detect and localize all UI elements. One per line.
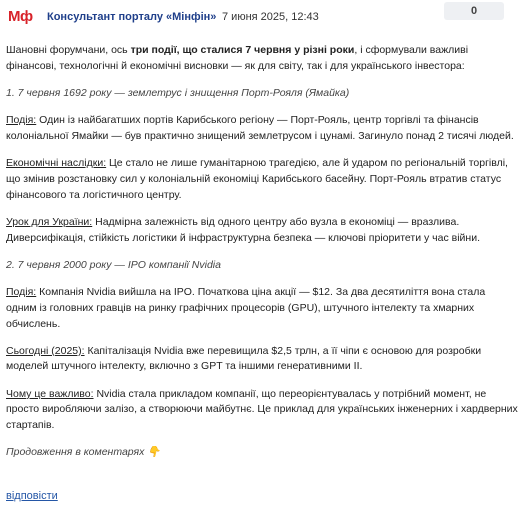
event1-p3-text: Надмірна залежність від одного центру або вузла в економіці — вразлива. Диверсифікація, стійкість логістики й інфраструктурна безпека — ключові пріоритети у час війни. (6, 215, 480, 244)
post-body (6, 43, 518, 473)
reply-link[interactable]: відповісти (6, 490, 58, 502)
event2-paragraph-2 (6, 344, 518, 375)
intro-paragraph (6, 43, 518, 74)
event2-p1-text: Компанія Nvidia вийшла на IPO. Початкова ціна акції — $12. За два десятиліття вона стала одним із головних гравців на ринку графічних процесорів (GPU), штучного інтелекту та хмарних обчислень. (6, 286, 486, 330)
event1-paragraph-2 (6, 156, 518, 203)
event2-p1-label: Подія: (6, 286, 37, 299)
intro-text-1: Шановні форумчани, ось (6, 44, 131, 56)
event2-paragraph-1 (6, 285, 518, 332)
event2-p3-label: Чому це важливо: (6, 387, 94, 400)
event1-p3-label: Урок для України: (6, 215, 93, 228)
intro-bold: три події, що сталися 7 червня у різні роки (130, 44, 355, 56)
minfin-logo[interactable]: Мф (8, 8, 33, 25)
author-name[interactable]: Консультант порталу «Мінфін» (47, 11, 217, 23)
event1-paragraph-3 (6, 215, 518, 246)
event1-heading: 1. 7 червня 1692 року — землетрус і знищення Порт-Рояля (Ямайка) (6, 86, 350, 99)
event2-paragraph-3 (6, 387, 518, 434)
intro-text-2: , і сформували важливі фінансові, технологічні й економічні висновки — як для світу, так і для українського інвестора: (6, 44, 469, 72)
event2-p2-text: Капіталізація Nvidia вже перевищила $2,5 трлн, а її чіпи є основою для розробки моделей штучного інтелекту, включно з GPT та іншими генеративними ІІ. (6, 344, 482, 373)
vote-counter[interactable]: 0 (444, 2, 504, 20)
event2-heading: 2. 7 червня 2000 року — IPO компанії Nvidia (6, 258, 221, 271)
continuation-note: Продовження в коментарях 👇 (6, 446, 161, 459)
event2-p3-text: Nvidia стала прикладом компанії, що переорієнтувалась у потрібний момент, не просто виробляючи залізо, а створюючи майбутнє. Це приклад для українських інженерних і хардверних стартапів. (6, 387, 518, 432)
event1-p1-label: Подія: (6, 114, 37, 127)
post-header (0, 0, 525, 34)
event1-p1-text: Один із найбагатших портів Карибського регіону — Порт-Рояль, центр торгівлі та фінансів колоніальної Ямайки — був практично знищений землетрусом і цунамі. Загинуло понад 2 тисячі людей. (6, 114, 514, 142)
post-date: 7 июня 2025, 12:43 (222, 11, 319, 23)
event1-p2-text: Це стало не лише гуманітарною трагедією, але й ударом по регіональній торгівлі, що змінив розстановку сил у колоніальній економіці Карибського басейну. Порт-Рояль втратив статус фінансового та логістичного центру. (6, 157, 508, 201)
event1-p2-label: Економічні наслідки: (6, 157, 107, 170)
event2-p2-label: Сьогодні (2025): (6, 344, 85, 357)
event1-paragraph-1 (6, 113, 518, 144)
